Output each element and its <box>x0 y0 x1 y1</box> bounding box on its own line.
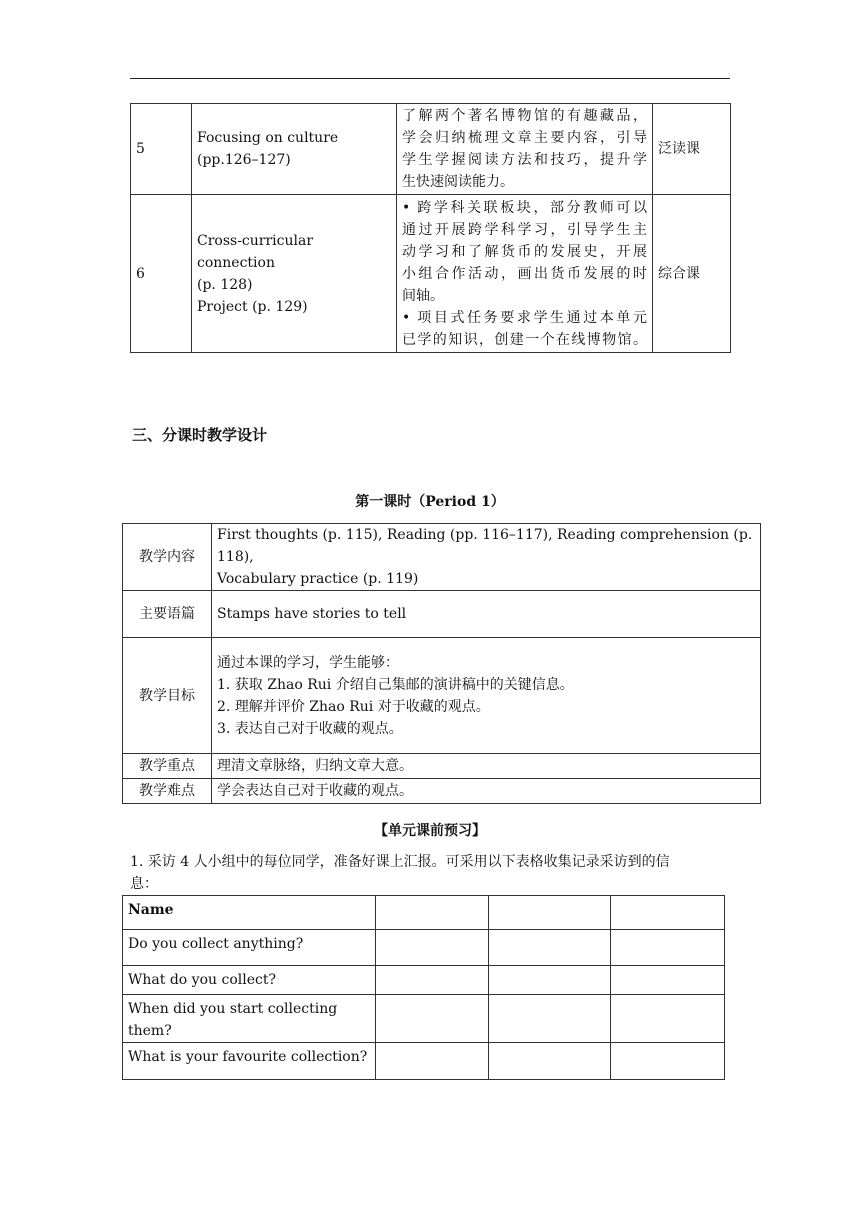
section-line: Cross-curricular connection <box>197 232 314 271</box>
content-line: First thoughts (p. 115), Reading (pp. 116–117), Reading comprehension (p. 118), <box>217 527 753 565</box>
goal-line: 2. 理解并评价 Zhao Rui 对于收藏的观点。 <box>217 698 490 715</box>
description-cell <box>397 195 653 353</box>
content-value <box>212 524 761 591</box>
survey-question: Do you collect anything? <box>123 930 376 966</box>
content-line: Vocabulary practice (p. 119) <box>217 571 419 587</box>
section-line: (p. 128) <box>197 276 253 293</box>
difficulty-value: 学会表达自己对于收藏的观点。 <box>212 779 761 804</box>
survey-table <box>122 895 725 1080</box>
description-line: • 项目式任务要求学生通过本单元 <box>402 309 647 326</box>
survey-answer-cell[interactable] <box>376 930 489 966</box>
goal-line: 3. 表达自己对于收藏的观点。 <box>217 720 403 737</box>
table-row <box>123 896 725 930</box>
description-line: 学会归纳梳理文章主要内容，引导 <box>402 130 647 146</box>
survey-answer-cell[interactable] <box>611 896 725 930</box>
goal-line: 通过本课的学习，学生能够： <box>217 654 399 671</box>
survey-answer-cell[interactable] <box>611 930 725 966</box>
period-number: 6 <box>131 195 192 353</box>
description-line: • 跨学科关联板块，部分教师可以 <box>402 199 647 216</box>
preview-instruction <box>130 851 730 895</box>
difficulty-label: 教学难点 <box>123 779 212 804</box>
table-row <box>123 524 761 591</box>
survey-answer-cell[interactable] <box>611 1043 725 1080</box>
goals-label: 教学目标 <box>123 638 212 754</box>
survey-question: What do you collect? <box>123 966 376 995</box>
focus-label: 教学重点 <box>123 754 212 779</box>
survey-answer-cell[interactable] <box>376 896 489 930</box>
description-line: 动学习和了解货币的发展史，开展 <box>402 243 647 260</box>
description-line: 学生学握阅读方法和技巧，提升学 <box>402 152 647 168</box>
survey-answer-cell[interactable] <box>376 966 489 995</box>
table-row <box>123 754 761 779</box>
survey-answer-cell[interactable] <box>611 966 725 995</box>
text-value: Stamps have stories to tell <box>212 591 761 638</box>
instruction-line: 息： <box>130 876 158 892</box>
table-row <box>131 195 731 353</box>
survey-answer-cell[interactable] <box>489 1043 611 1080</box>
preview-title: 【单元课前预习】 <box>374 823 486 839</box>
table-row <box>123 930 725 966</box>
description-line: 生快速阅读能力。 <box>402 174 514 190</box>
lesson-type: 泛读课 <box>653 104 731 195</box>
period-table <box>122 523 761 804</box>
description-cell <box>397 104 653 195</box>
table-row <box>123 1043 725 1080</box>
section-line: (pp.126–127) <box>197 152 291 168</box>
section-cell <box>192 195 397 353</box>
lesson-type: 综合课 <box>653 195 731 353</box>
survey-answer-cell[interactable] <box>489 896 611 930</box>
survey-answer-cell[interactable] <box>489 966 611 995</box>
table-row <box>123 995 725 1043</box>
table-row <box>123 638 761 754</box>
table-row <box>123 966 725 995</box>
period-title: 第一课时（Period 1） <box>355 494 505 510</box>
survey-answer-cell[interactable] <box>489 995 611 1043</box>
goal-line: 1. 获取 Zhao Rui 介绍自己集邮的演讲稿中的关键信息。 <box>217 676 574 693</box>
section-cell <box>192 104 397 195</box>
table-row <box>123 779 761 804</box>
focus-value: 理清文章脉络，归纳文章大意。 <box>212 754 761 779</box>
goals-value <box>212 638 761 754</box>
survey-answer-cell[interactable] <box>376 1043 489 1080</box>
header-rule <box>130 78 730 79</box>
lesson-plan-table <box>130 103 731 353</box>
description-line: 小组合作活动，画出货币发展的时 <box>402 265 647 282</box>
survey-answer-cell[interactable] <box>611 995 725 1043</box>
section-heading: 三、分课时教学设计 <box>132 426 268 444</box>
description-line: 通过开展跨学科学习，引导学生主 <box>402 221 647 238</box>
instruction-line: 1. 采访 4 人小组中的每位同学，准备好课上汇报。可采用以下表格收集记录采访到的信 <box>130 854 670 870</box>
section-line: Focusing on culture <box>197 130 339 146</box>
content-label: 教学内容 <box>123 524 212 591</box>
survey-question: Name <box>123 896 376 930</box>
period-number: 5 <box>131 104 192 195</box>
survey-answer-cell[interactable] <box>376 995 489 1043</box>
description-line: 间轴。 <box>402 287 444 304</box>
section-line: Project (p. 129) <box>197 298 308 315</box>
table-row <box>131 104 731 195</box>
text-label: 主要语篇 <box>123 591 212 638</box>
description-line: 了解两个著名博物馆的有趣藏品， <box>402 108 647 124</box>
survey-question: When did you start collecting them? <box>123 995 376 1043</box>
description-line: 已学的知识，创建一个在线博物馆。 <box>402 331 647 348</box>
survey-answer-cell[interactable] <box>489 930 611 966</box>
table-row <box>123 591 761 638</box>
survey-question: What is your favourite collection? <box>123 1043 376 1080</box>
